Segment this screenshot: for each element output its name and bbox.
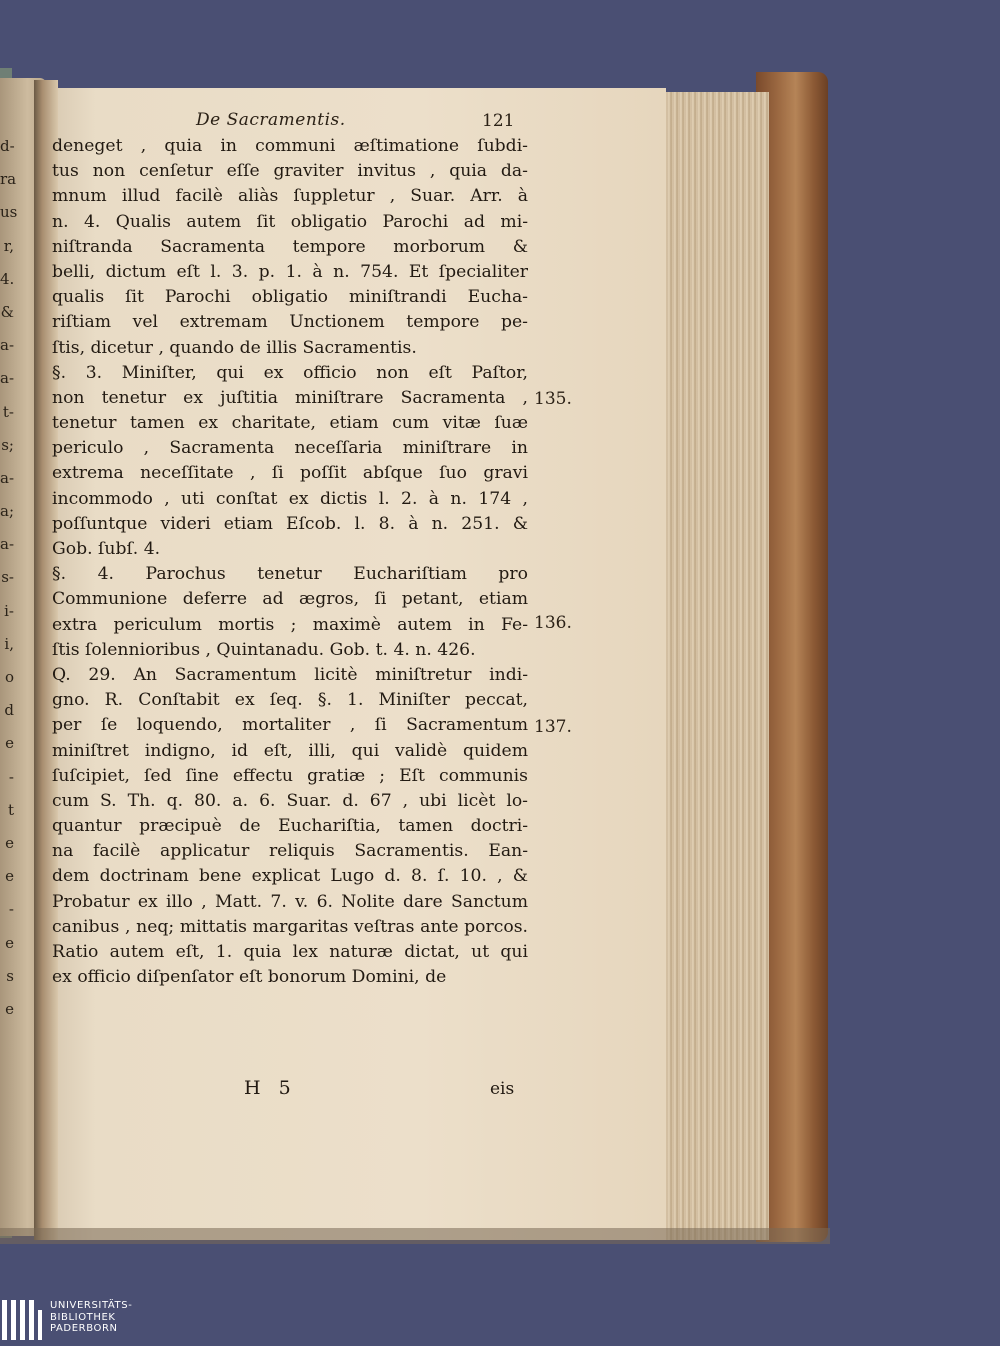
left-fragment: e [5,833,14,852]
left-fragment: e [5,734,14,753]
text-line: Probatur ex illo , Matt. 7. v. 6. Nolite dare Sanctum [52,891,528,912]
margin-number: 137. [534,717,572,737]
text-line: extrema neceſſitate , ſi poſſit abſque ſuo gravi [52,463,528,484]
left-fragment: ra [0,170,17,189]
signature-mark: H 5 [244,1077,297,1099]
left-fragment: e [5,933,14,952]
left-fragment: & [0,302,14,321]
text-line: qualis ſit Parochi obligatio miniſtrandi Eucha- [52,287,528,308]
left-fragment: e [5,867,14,886]
left-fragment: 4. [0,269,15,288]
text-line: miniſtret indigno, id eſt, illi, qui validè quidem [52,740,528,761]
text-line: dem doctrinam bene explicat Lugo d. 8. ſ. 10. , & [52,866,528,887]
left-fragment: - [8,900,14,919]
library-name-line: BIBLIOTHEK [50,1311,116,1323]
left-fragment: d [4,701,14,720]
text-line: Gob. ſubſ. 4. [52,539,161,559]
text-line: mnum illud facilè aliàs ſuppletur , Suar. Arr. à [52,186,528,207]
text-line: deneget , quia in communi æſtimatione ſubdi- [52,136,528,156]
left-fragment: d- [0,137,15,155]
text-line: §. 4. Parochus tenetur Euchariſtiam pro [52,564,528,585]
text-line: quantur præcipuè de Euchariſtia, tamen doctri- [52,816,528,837]
text-line: canibus , neq; mittatis margaritas veſtras ante porcos. [52,916,528,937]
left-fragment: r, [3,236,14,255]
left-fragment: s [6,966,14,985]
text-line: extra periculum mortis ; maximè autem in Fe- [52,614,528,635]
text-line: belli, dictum eſt l. 3. p. 1. à n. 754. Et ſpecialiter [52,261,528,282]
left-fragment: i, [4,634,14,653]
text-line: ſuſcipiet, ſed ſine effectu gratiæ ; Eſt communis [52,765,528,786]
left-fragment: a; [0,502,14,521]
left-fragment: e [5,999,14,1018]
page-block-edge [660,92,769,1240]
left-fragment: s; [1,435,14,454]
text-line: riſtiam vel extremam Unctionem tempore pe- [52,312,528,333]
left-fragment: a- [0,336,15,355]
cover-bottom-edge [0,1228,830,1244]
text-line: poſſuntque videri etiam Eſcob. l. 8. à n. 251. & [52,513,528,534]
text-line: cum S. Th. q. 80. a. 6. Suar. d. 67 , ubi licèt lo- [52,790,528,811]
margin-number: 136. [534,613,572,633]
left-page-text-fragments [0,130,18,1026]
margin-number: 135. [534,389,572,409]
text-line: Q. 29. An Sacramentum licitè miniſtretur indi- [52,664,528,685]
catchword: eis [490,1079,515,1099]
left-fragment: a- [0,468,15,487]
left-fragment: - [8,767,14,786]
text-line: niſtranda Sacramenta tempore morborum & [52,236,528,257]
branding-bar [0,1296,1000,1346]
text-line: per ſe loquendo, mortaliter , ſi Sacramentum [52,715,528,736]
running-head: De Sacramentis. [196,110,346,130]
library-name [50,1300,132,1335]
text-line: tenetur tamen ex charitate, etiam cum vitæ ſuæ [52,413,528,434]
text-line: n. 4. Qualis autem ſit obligatio Parochi ad mi- [52,211,528,232]
left-fragment: o [4,668,14,686]
left-fragment: t- [2,402,14,421]
body-text [52,134,528,990]
text-line: ſtis, dicetur , quando de illis Sacramentis. [52,337,417,358]
text-line: Ratio autem eſt, 1. quia lex naturæ dictat, ut qui [52,942,528,962]
text-line: gno. R. Conſtabit ex ſeq. §. 1. Miniſter peccat, [52,690,528,711]
left-fragment: a- [0,535,15,554]
text-line: tus non cenſetur eſſe graviter invitus , quia da- [52,161,528,182]
library-logo-icon [2,1300,44,1340]
page-number: 121 [482,111,515,131]
text-line: ex officio diſpenſator eſt bonorum Domini, de [52,967,447,988]
left-fragment: a- [0,369,15,388]
text-line: Communione deferre ad ægros, ſi petant, etiam [52,589,528,610]
text-line: incommodo , uti conſtat ex dictis l. 2. à n. 174 , [52,488,528,509]
text-line: non tenetur ex juſtitia miniſtrare Sacramenta , [52,387,528,408]
text-line: §. 3. Miniſter, qui ex officio non eſt Paſtor, [52,362,528,383]
library-name-line: PADERBORN [50,1323,118,1334]
left-fragment: us [0,203,18,222]
text-line: ſtis ſolennioribus , Quintanadu. Gob. t. 4. n. 426. [52,639,476,660]
left-fragment: t [7,800,14,819]
left-fragment: s- [1,568,14,587]
library-name-line: UNIVERSITÄTS- [50,1300,133,1311]
text-line: periculo , Sacramenta neceſſaria miniſtrare in [52,438,528,459]
left-fragment: i- [4,601,14,620]
text-line: na facilè applicatur reliquis Sacramentis. Ean- [52,841,528,862]
